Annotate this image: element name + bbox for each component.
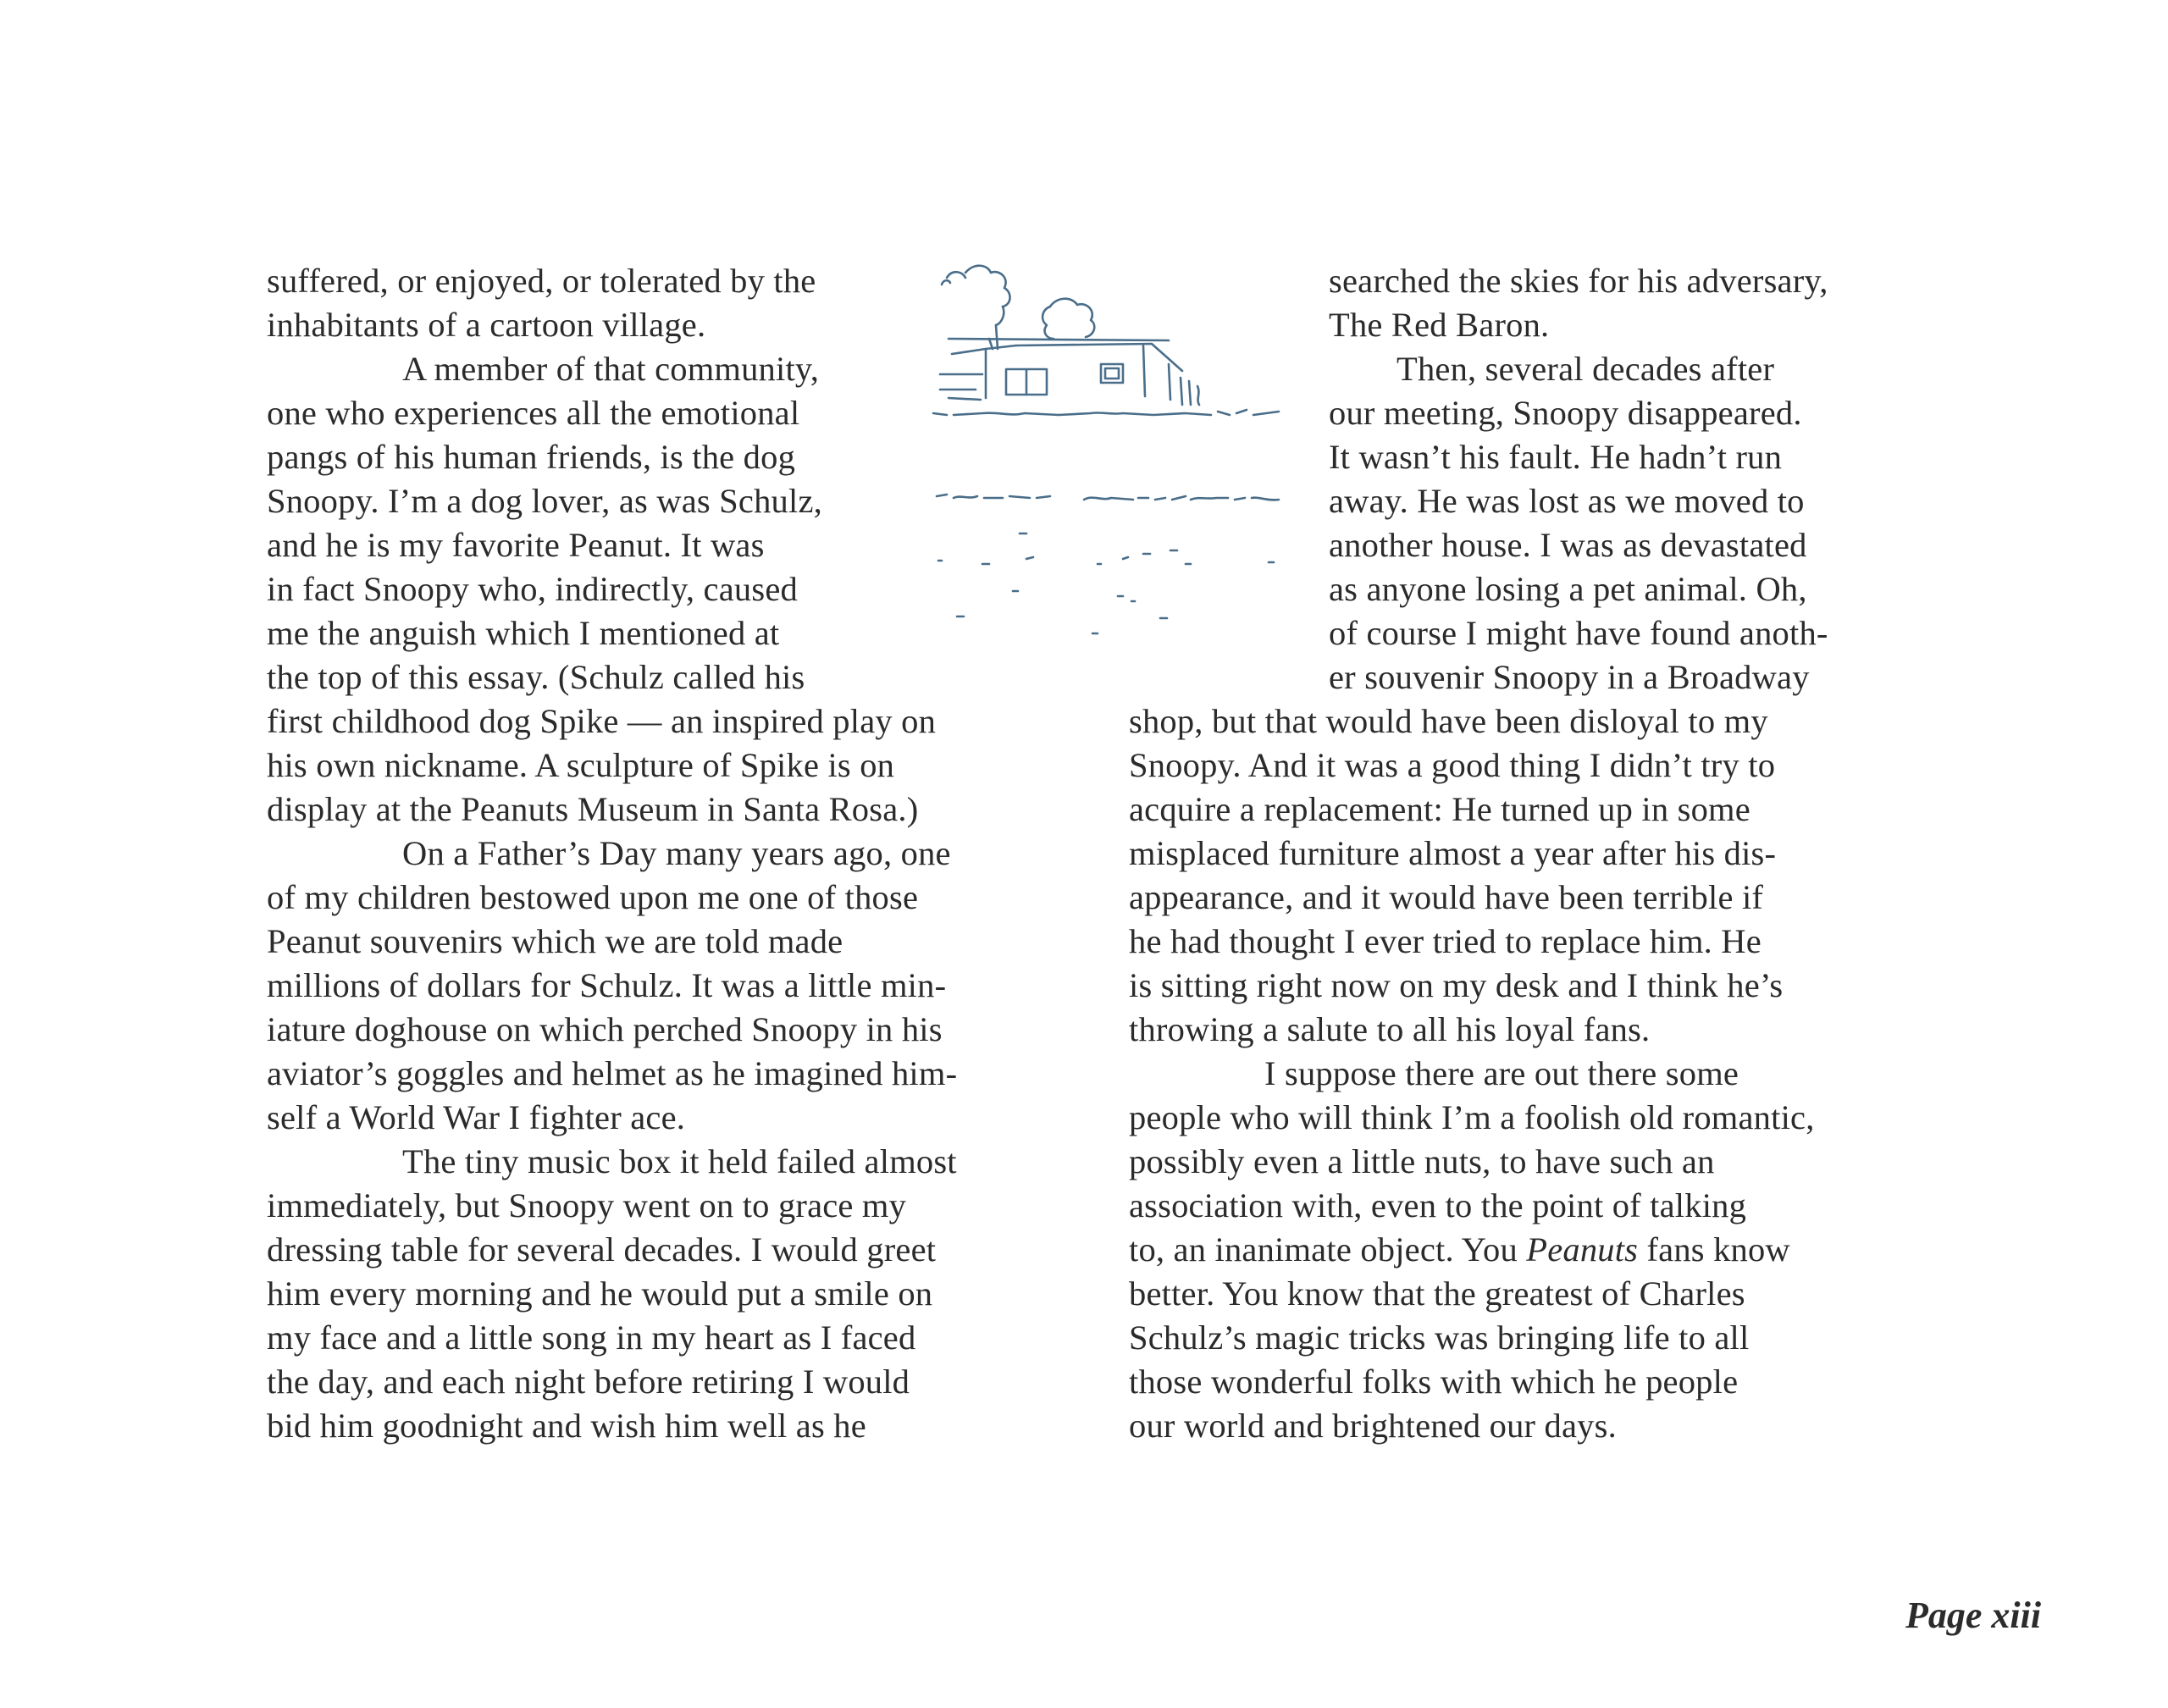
left-line: suffered, or enjoyed, or tolerated by the [267,262,816,300]
left-line: iature doghouse on which perched Snoopy in his [267,1010,943,1048]
left-line: the day, and each night before retiring I would [267,1363,910,1401]
left-line: the top of this essay. (Schulz called his [267,658,805,696]
left-line: in fact Snoopy who, indirectly, caused [267,570,798,608]
left-line: The tiny music box it held failed almost [402,1142,957,1180]
right-line: our world and brightened our days. [1129,1407,1617,1445]
left-line: On a Father’s Day many years ago, one [402,834,951,872]
right-line: misplaced furniture almost a year after his dis- [1129,834,1777,872]
right-line: another house. I was as devastated [1329,526,1807,564]
right-line: away. He was lost as we moved to [1329,482,1805,520]
right-line: er souvenir Snoopy in a Broadway [1329,658,1810,696]
left-line: one who experiences all the emotional [267,394,800,432]
left-line: and he is my favorite Peanut. It was [267,526,765,564]
right-line: The Red Baron. [1329,306,1550,344]
right-line: better. You know that the greatest of Charles [1129,1274,1745,1313]
left-line: inhabitants of a cartoon village. [267,306,706,344]
right-line [1129,1228,1790,1272]
left-line: self a World War I fighter ace. [267,1098,686,1136]
right-line: Schulz’s magic tricks was bringing life to all [1129,1318,1750,1357]
right-line: Then, several decades after [1396,350,1775,388]
left-line: pangs of his human friends, is the dog [267,438,796,476]
left-line: dressing table for several decades. I would greet [267,1230,937,1269]
right-line: our meeting, Snoopy disappeared. [1329,394,1802,432]
right-line: shop, but that would have been disloyal to my [1129,702,1768,740]
peanuts-title: Peanuts [1526,1230,1639,1269]
right-line-text: to, an inanimate object. You [1129,1230,1518,1269]
left-line: aviator’s goggles and helmet as he imagined him- [267,1054,958,1092]
right-line: searched the skies for his adversary, [1329,262,1828,300]
right-line: possibly even a little nuts, to have such an [1129,1142,1715,1180]
right-line-text: fans know [1638,1230,1790,1269]
left-line: bid him goodnight and wish him well as he [267,1407,866,1445]
left-line: of my children bestowed upon me one of those [267,878,919,916]
left-line: first childhood dog Spike — an inspired play on [267,702,937,740]
right-line: Snoopy. And it was a good thing I didn’t try to [1129,746,1776,784]
left-line: A member of that community, [402,350,820,388]
house-landscape-icon [932,254,1287,644]
left-line: him every morning and he would put a smile on [267,1274,933,1313]
right-line: It wasn’t his fault. He hadn’t run [1329,438,1783,476]
left-line: millions of dollars for Schulz. It was a little min- [267,966,947,1004]
page-number: Page xiii [1905,1595,2042,1636]
right-line: as anyone losing a pet animal. Oh, [1329,570,1807,608]
right-line: throwing a salute to all his loyal fans. [1129,1010,1651,1048]
left-line: me the anguish which I mentioned at [267,614,780,652]
right-line: acquire a replacement: He turned up in some [1129,790,1750,828]
right-line: appearance, and it would have been terrible if [1129,878,1764,916]
left-line: Snoopy. I’m a dog lover, as was Schulz, [267,482,822,520]
right-line: those wonderful folks with which he people [1129,1363,1739,1401]
left-line: display at the Peanuts Museum in Santa Rosa.) [267,790,919,828]
right-line: association with, even to the point of talking [1129,1186,1747,1224]
right-line: of course I might have found anoth- [1329,614,1828,652]
left-line: immediately, but Snoopy went on to grace my [267,1186,907,1224]
right-line: I suppose there are out there some [1264,1054,1739,1092]
right-line: is sitting right now on my desk and I think he’s [1129,966,1784,1004]
right-line: people who will think I’m a foolish old romantic, [1129,1098,1815,1136]
left-line: his own nickname. A sculpture of Spike is on [267,746,895,784]
left-line: my face and a little song in my heart as I faced [267,1318,916,1357]
left-line: Peanut souvenirs which we are told made [267,922,843,960]
right-line: he had thought I ever tried to replace him. He [1129,922,1762,960]
